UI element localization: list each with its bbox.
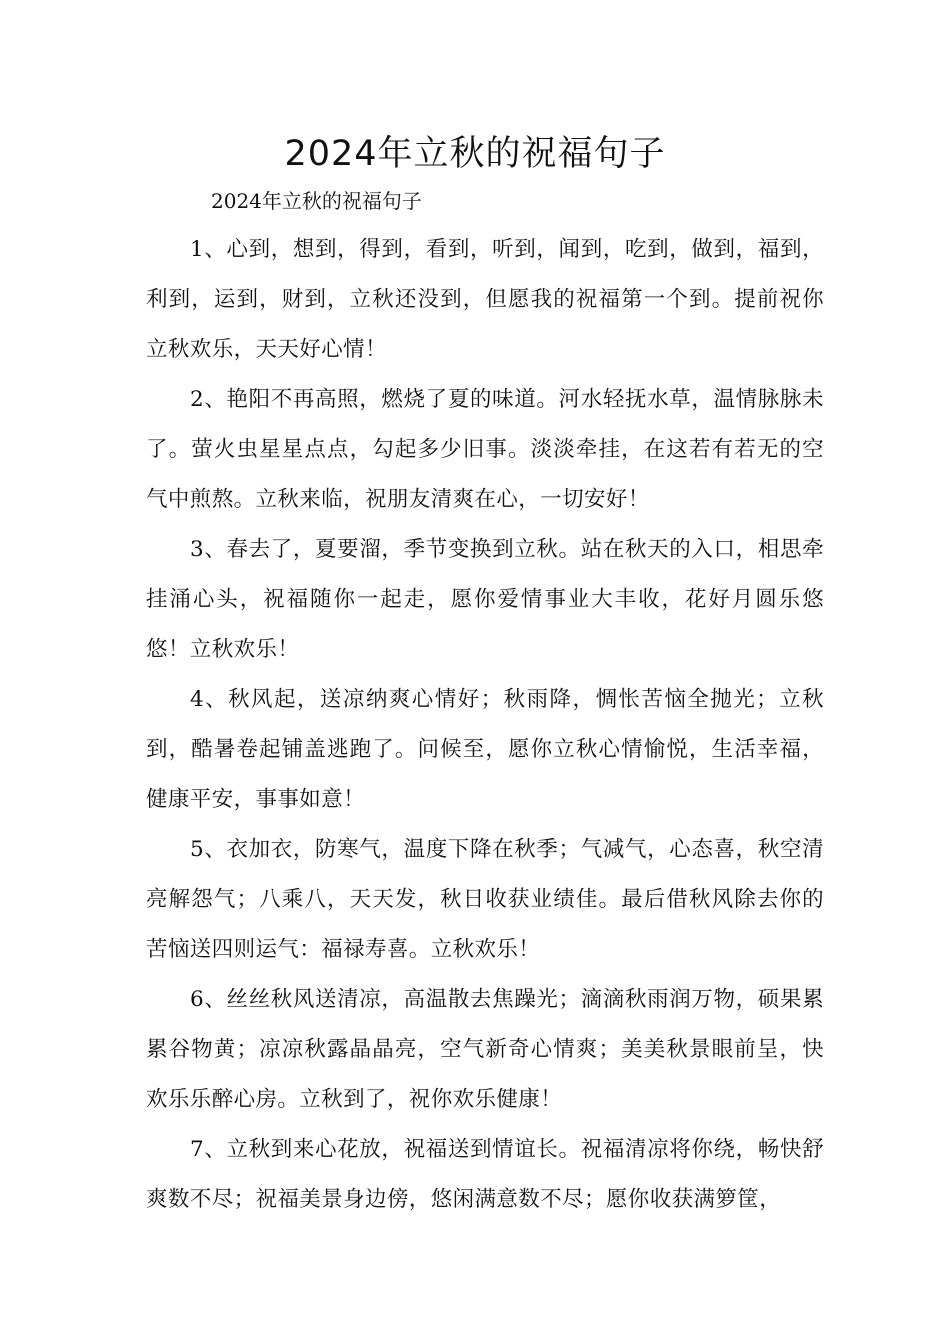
paragraph-7: 7、立秋到来心花放，祝福送到情谊长。祝福清凉将你绕，畅快舒爽数不尽；祝福美景身边傍，悠闲满意数不尽；愿你收获满箩筐， (146, 1137, 824, 1212)
document-body (146, 225, 824, 1225)
paragraph-5: 5、衣加衣，防寒气，温度下降在秋季；气减气，心态喜，秋空清亮解怨气；八乘八，天天发，秋日收获业绩佳。最后借秋风除去你的苦恼送四则运气：福禄寿喜。立秋欢乐！ (146, 837, 824, 962)
paragraph-6: 6、丝丝秋风送清凉，高温散去焦躁光；滴滴秋雨润万物，硕果累累谷物黄；凉凉秋露晶晶亮，空气新奇心情爽；美美秋景眼前呈，快欢乐乐醉心房。立秋到了，祝你欢乐健康！ (146, 987, 824, 1112)
document-title: 2024年立秋的祝福句子 (284, 134, 666, 174)
document-subtitle: 2024年立秋的祝福句子 (211, 189, 422, 213)
paragraph-3: 3、春去了，夏要溜，季节变换到立秋。站在秋天的入口，相思牵挂涌心头，祝福随你一起走，愿你爱情事业大丰收，花好月圆乐悠悠！立秋欢乐！ (146, 537, 824, 662)
paragraph-2: 2、艳阳不再高照，燃烧了夏的味道。河水轻抚水草，温情脉脉未了。萤火虫星星点点，勾起多少旧事。淡淡牵挂，在这若有若无的空气中煎熬。立秋来临，祝朋友清爽在心，一切安好！ (146, 387, 824, 512)
paragraph-1: 1、心到，想到，得到，看到，听到，闻到，吃到，做到，福到，利到，运到，财到，立秋还没到，但愿我的祝福第一个到。提前祝你立秋欢乐，天天好心情！ (146, 237, 824, 362)
paragraph-4: 4、秋风起，送凉纳爽心情好；秋雨降，惆怅苦恼全抛光；立秋到，酷暑卷起铺盖逃跑了。问候至，愿你立秋心情愉悦，生活幸福，健康平安，事事如意！ (146, 687, 824, 812)
